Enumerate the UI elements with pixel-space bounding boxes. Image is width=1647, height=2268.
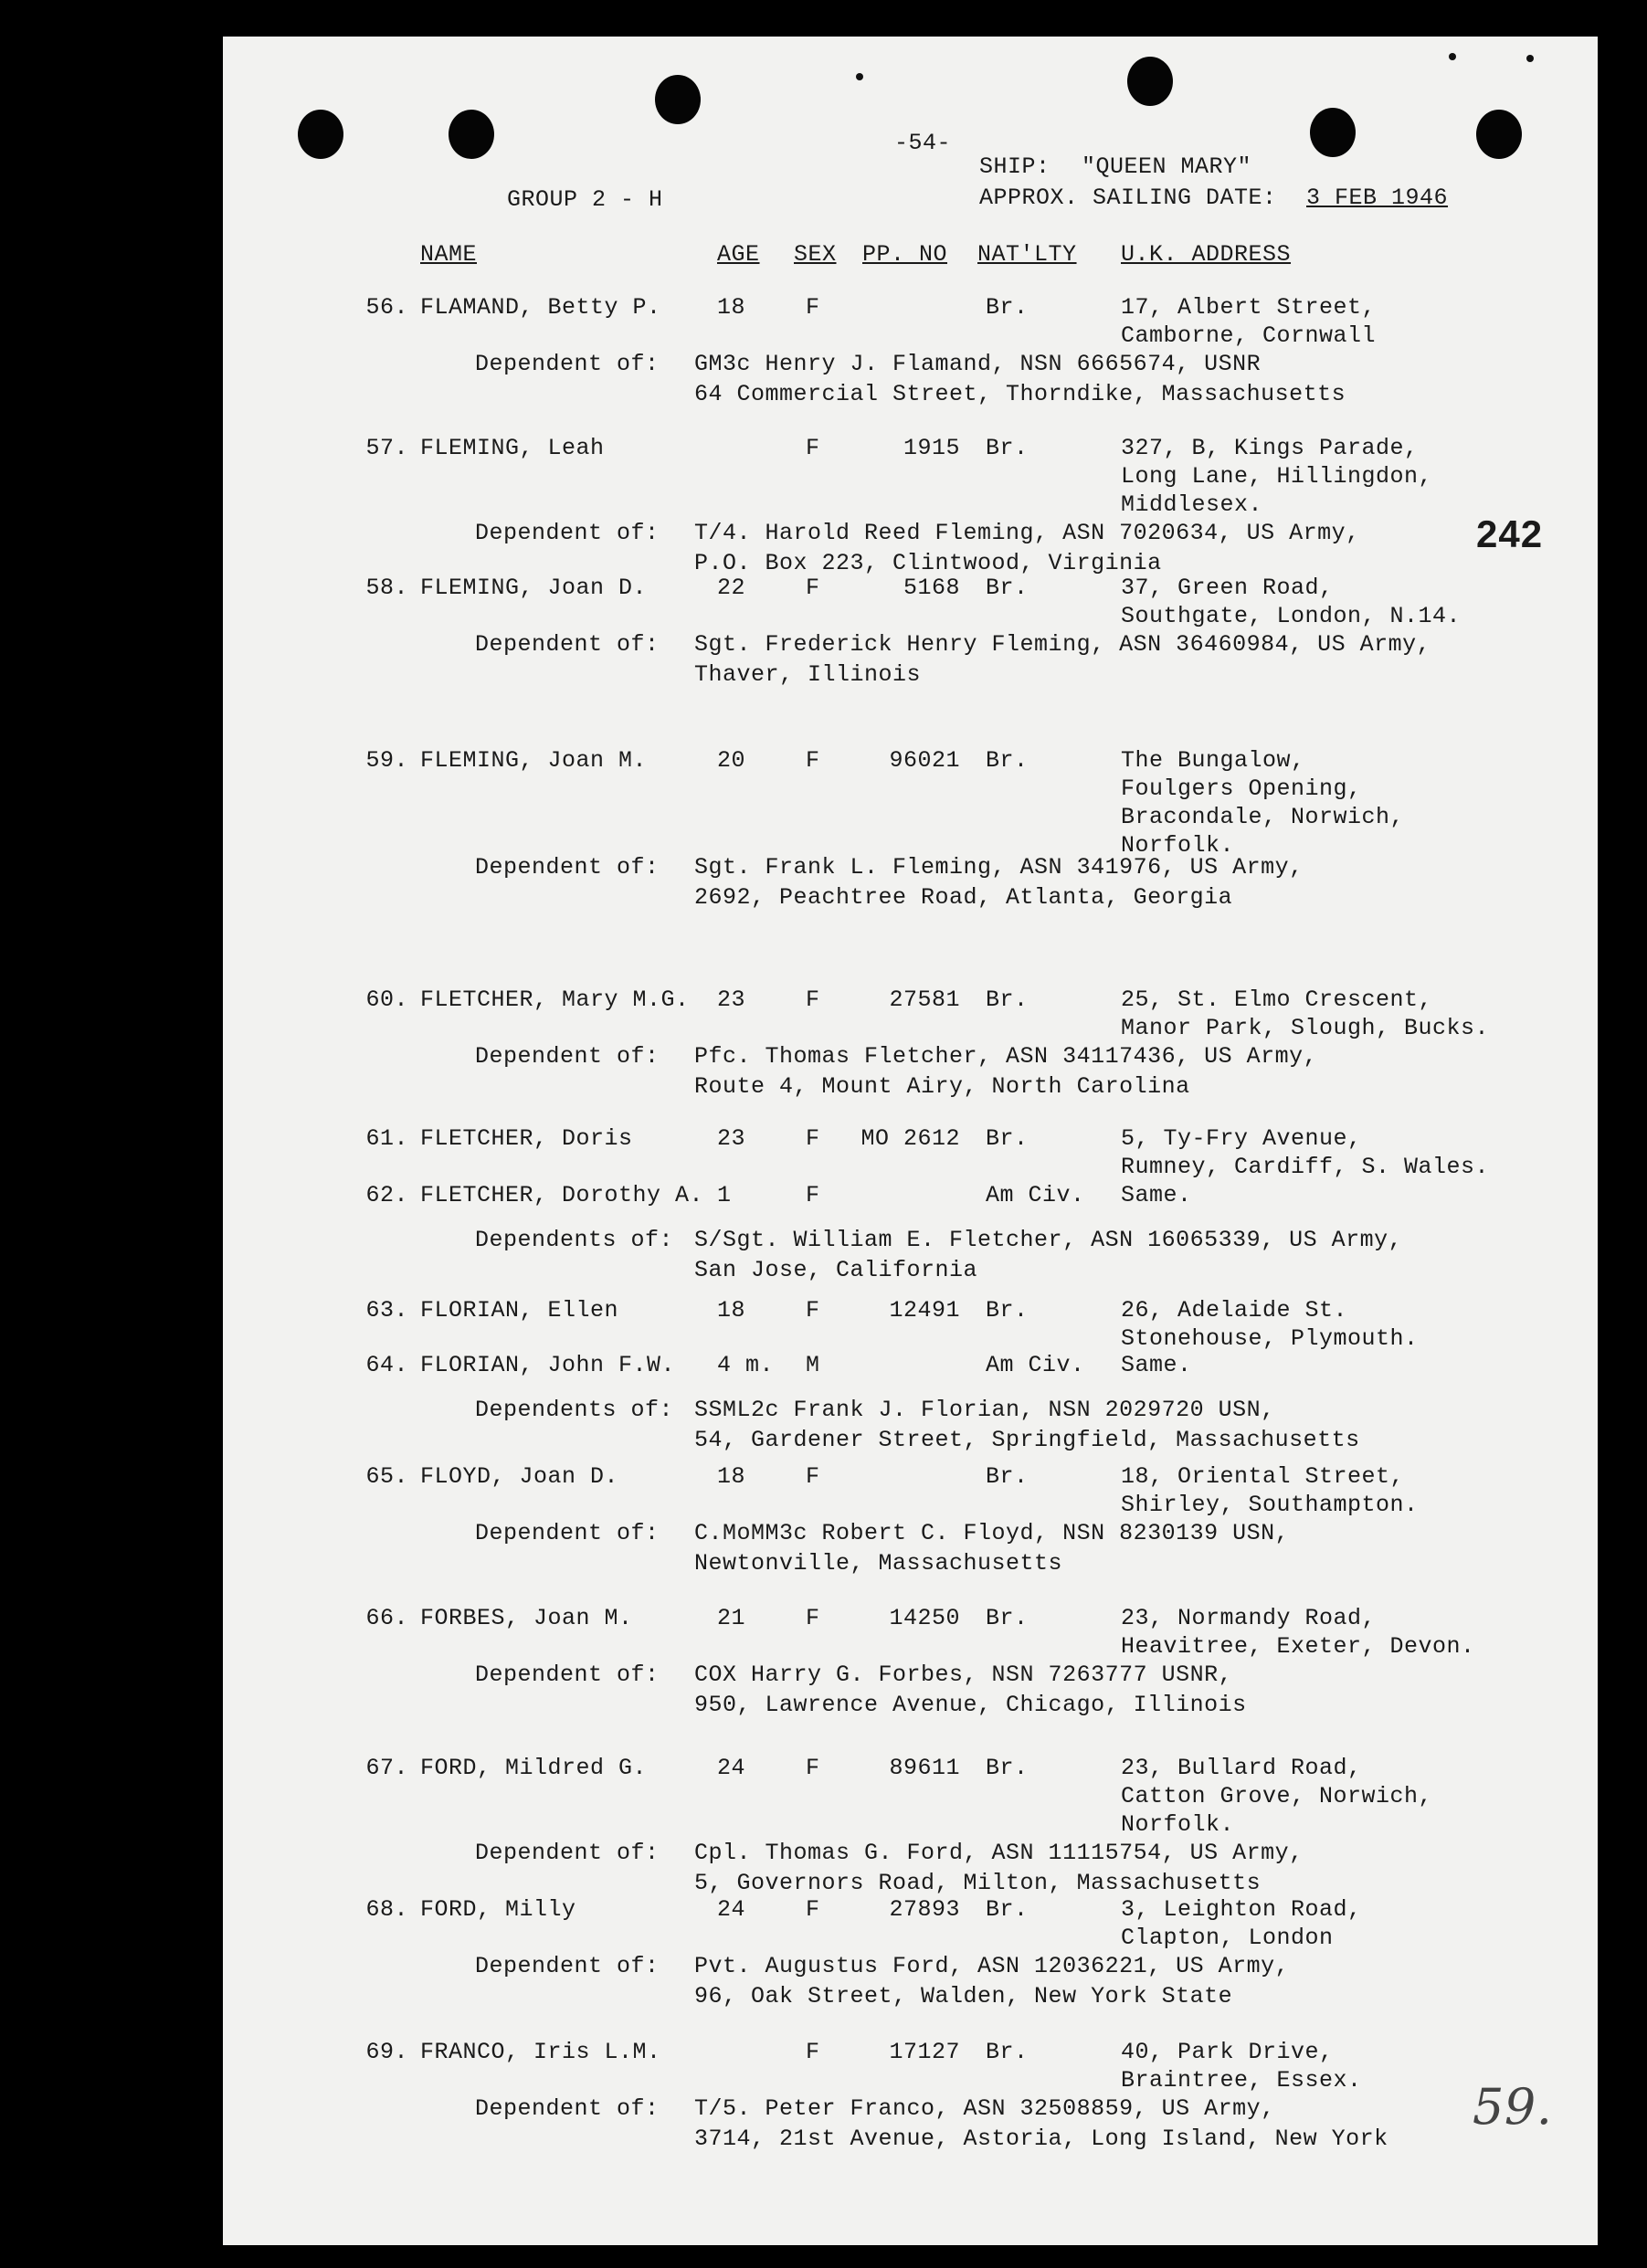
uk-address-line: Braintree, Essex. [1121,2067,1362,2094]
nationality: Br. [986,1463,1029,1490]
passenger-sex: F [806,1297,820,1324]
passenger-age: 20 [717,747,746,774]
passenger-name: FLEMING, Joan M. [420,747,648,774]
uk-address-line: Manor Park, Slough, Bucks. [1121,1015,1490,1041]
passenger-name: FLEMING, Joan D. [420,575,648,601]
passenger-name: FORD, Mildred G. [420,1755,648,1781]
passenger-age: 24 [717,1896,746,1923]
passenger-sex: F [806,435,820,461]
sponsor-line: 2692, Peachtree Road, Atlanta, Georgia [694,884,1233,911]
passenger-sex: F [806,1605,820,1631]
uk-address-line: Southgate, London, N.14. [1121,603,1462,629]
uk-address-line: Bracondale, Norwich, [1121,804,1405,830]
passport-number: 12491 [889,1297,960,1324]
passport-number: 1915 [903,435,960,461]
uk-address-line: 23, Bullard Road, [1121,1755,1362,1781]
uk-address-line: 17, Albert Street, [1121,294,1377,321]
passenger-sex: F [806,1755,820,1781]
passport-number: 27893 [889,1896,960,1923]
entry-number: 57. [365,435,408,461]
passenger-name: FRANCO, Iris L.M. [420,2039,661,2065]
sponsor-line: Sgt. Frank L. Fleming, ASN 341976, US Army, [694,854,1304,881]
punch-hole [1127,57,1173,106]
passenger-name: FORD, Milly [420,1896,576,1923]
entry-number: 67. [365,1755,408,1781]
sponsor-line: P.O. Box 223, Clintwood, Virginia [694,550,1162,576]
entry-number: 56. [365,294,408,321]
sponsor-line: Cpl. Thomas G. Ford, ASN 11115754, US Army, [694,1840,1304,1866]
uk-address-line: Clapton, London [1121,1925,1334,1951]
ink-speck [1449,53,1456,60]
passenger-sex: F [806,986,820,1013]
dependent-label: Dependent of: [475,854,660,881]
entry-number: 62. [365,1182,408,1208]
passenger-age: 23 [717,986,746,1013]
uk-address-line: Camborne, Cornwall [1121,322,1377,349]
uk-address-line: Foulgers Opening, [1121,775,1362,802]
passenger-sex: F [806,2039,820,2065]
page-number: -54- [894,130,952,156]
uk-address-line: Norfolk. [1121,1811,1235,1838]
ink-speck [1526,55,1534,62]
passenger-age: 21 [717,1605,746,1631]
sponsor-line: C.MoMM3c Robert C. Floyd, NSN 8230139 USN, [694,1520,1290,1546]
sponsor-line: 64 Commercial Street, Thorndike, Massachusetts [694,381,1346,407]
uk-address-line: Same. [1121,1352,1192,1378]
uk-address-line: Heavitree, Exeter, Devon. [1121,1633,1475,1660]
passenger-age: 18 [717,1463,746,1490]
passenger-sex: F [806,1125,820,1152]
passenger-age: 22 [717,575,746,601]
passenger-sex: F [806,575,820,601]
passenger-name: FORBES, Joan M. [420,1605,633,1631]
nationality: Br. [986,1297,1029,1324]
passenger-name: FLAMAND, Betty P. [420,294,661,321]
passenger-name: FLEMING, Leah [420,435,605,461]
sponsor-line: 3714, 21st Avenue, Astoria, Long Island, New York [694,2126,1388,2152]
passenger-name: FLORIAN, Ellen [420,1297,619,1324]
uk-address-line: Same. [1121,1182,1192,1208]
sailing-label: APPROX. SAILING DATE: [979,185,1277,211]
passenger-age: 1 [717,1182,732,1208]
sponsor-line: Thaver, Illinois [694,661,922,688]
nationality: Am Civ. [986,1182,1085,1208]
uk-address-line: 23, Normandy Road, [1121,1605,1377,1631]
dependent-label: Dependent of: [475,1840,660,1866]
passenger-name: FLETCHER, Dorothy A. [420,1182,704,1208]
dependent-label: Dependent of: [475,351,660,377]
document-page [223,37,1598,2245]
passport-number: 5168 [903,575,960,601]
dependent-label: Dependent of: [475,1520,660,1546]
sponsor-line: 96, Oak Street, Walden, New York State [694,1983,1233,2010]
column-header-nationality: NAT'LTY [977,241,1077,268]
ink-speck [856,73,863,80]
uk-address-line: 5, Ty-Fry Avenue, [1121,1125,1362,1152]
entry-number: 58. [365,575,408,601]
passport-number: 14250 [889,1605,960,1631]
entry-number: 66. [365,1605,408,1631]
sponsor-line: T/4. Harold Reed Fleming, ASN 7020634, US Army, [694,520,1360,546]
passenger-sex: M [806,1352,820,1378]
passenger-sex: F [806,747,820,774]
handwritten-number: 59. [1473,2078,1553,2136]
passport-number: 27581 [889,986,960,1013]
passport-number: MO 2612 [860,1125,960,1152]
sailing-date: 3 FEB 1946 [1306,185,1449,211]
entry-number: 65. [365,1463,408,1490]
sponsor-line: Pvt. Augustus Ford, ASN 12036221, US Army, [694,1953,1290,1979]
uk-address-line: 25, St. Elmo Crescent, [1121,986,1433,1013]
uk-address-line: Middlesex. [1121,491,1263,518]
uk-address-line: 40, Park Drive, [1121,2039,1334,2065]
dependent-label: Dependent of: [475,1043,660,1070]
sponsor-line: 5, Governors Road, Milton, Massachusetts [694,1870,1262,1896]
column-header-pp-no: PP. NO [862,241,948,268]
uk-address-line: 18, Oriental Street, [1121,1463,1405,1490]
dependent-label: Dependent of: [475,1953,660,1979]
entry-number: 69. [365,2039,408,2065]
dependent-label: Dependents of: [475,1397,674,1423]
uk-address-line: 327, B, Kings Parade, [1121,435,1419,461]
uk-address-line: 37, Green Road, [1121,575,1334,601]
sponsor-line: Newtonville, Massachusetts [694,1550,1063,1577]
sponsor-line: Route 4, Mount Airy, North Carolina [694,1073,1190,1100]
entry-number: 64. [365,1352,408,1378]
nationality: Br. [986,986,1029,1013]
nationality: Br. [986,1605,1029,1631]
passenger-age: 24 [717,1755,746,1781]
entry-number: 59. [365,747,408,774]
uk-address-line: Shirley, Southampton. [1121,1492,1419,1518]
column-header-name: NAME [420,241,478,268]
sponsor-line: S/Sgt. William E. Fletcher, ASN 16065339, US Army, [694,1227,1403,1253]
entry-number: 68. [365,1896,408,1923]
entry-number: 60. [365,986,408,1013]
sponsor-line: SSML2c Frank J. Florian, NSN 2029720 USN, [694,1397,1275,1423]
punch-hole [449,110,494,159]
dependent-label: Dependent of: [475,1661,660,1688]
dependent-label: Dependent of: [475,520,660,546]
nationality: Br. [986,1125,1029,1152]
punch-hole [298,110,343,159]
passport-number: 96021 [889,747,960,774]
uk-address-line: Rumney, Cardiff, S. Wales. [1121,1154,1490,1180]
sponsor-line: 950, Lawrence Avenue, Chicago, Illinois [694,1692,1247,1718]
column-header-uk-address: U.K. ADDRESS [1121,241,1292,268]
sponsor-line: San Jose, California [694,1257,978,1283]
sponsor-line: Pfc. Thomas Fletcher, ASN 34117436, US Army, [694,1043,1318,1070]
passenger-sex: F [806,1182,820,1208]
entry-number: 61. [365,1125,408,1152]
uk-address-line: Long Lane, Hillingdon, [1121,463,1433,490]
column-header-sex: SEX [794,241,837,268]
nationality: Br. [986,2039,1029,2065]
uk-address-line: Catton Grove, Norwich, [1121,1783,1433,1809]
passenger-age: 18 [717,294,746,321]
nationality: Br. [986,1896,1029,1923]
passenger-name: FLETCHER, Doris [420,1125,633,1152]
nationality: Am Civ. [986,1352,1085,1378]
passenger-age: 4 m. [717,1352,775,1378]
sponsor-line: Sgt. Frederick Henry Fleming, ASN 36460984, US Army, [694,631,1431,658]
uk-address-line: The Bungalow, [1121,747,1305,774]
uk-address-line: Norfolk. [1121,832,1235,859]
passenger-sex: F [806,294,820,321]
punch-hole [655,75,701,124]
passenger-name: FLORIAN, John F.W. [420,1352,676,1378]
passenger-age: 23 [717,1125,746,1152]
column-header-age: AGE [717,241,760,268]
passenger-name: FLETCHER, Mary M.G. [420,986,690,1013]
page-stamp-number: 242 [1476,512,1544,555]
entry-number: 63. [365,1297,408,1324]
passenger-name: FLOYD, Joan D. [420,1463,619,1490]
passport-number: 89611 [889,1755,960,1781]
ship-label: SHIP: [979,153,1050,180]
passport-number: 17127 [889,2039,960,2065]
sponsor-line: GM3c Henry J. Flamand, NSN 6665674, USNR [694,351,1262,377]
passenger-sex: F [806,1896,820,1923]
uk-address-line: 26, Adelaide St. [1121,1297,1348,1324]
punch-hole [1310,108,1356,157]
sponsor-line: COX Harry G. Forbes, NSN 7263777 USNR, [694,1661,1233,1688]
punch-hole [1476,110,1522,159]
group-label: GROUP 2 - H [507,186,663,213]
sponsor-line: T/5. Peter Franco, ASN 32508859, US Army, [694,2095,1275,2122]
dependent-label: Dependents of: [475,1227,674,1253]
nationality: Br. [986,435,1029,461]
nationality: Br. [986,575,1029,601]
nationality: Br. [986,1755,1029,1781]
passenger-sex: F [806,1463,820,1490]
dependent-label: Dependent of: [475,2095,660,2122]
uk-address-line: Stonehouse, Plymouth. [1121,1325,1419,1352]
sponsor-line: 54, Gardener Street, Springfield, Massachusetts [694,1427,1360,1453]
passenger-age: 18 [717,1297,746,1324]
nationality: Br. [986,747,1029,774]
nationality: Br. [986,294,1029,321]
ship-name: "QUEEN MARY" [1082,153,1252,180]
dependent-label: Dependent of: [475,631,660,658]
uk-address-line: 3, Leighton Road, [1121,1896,1362,1923]
